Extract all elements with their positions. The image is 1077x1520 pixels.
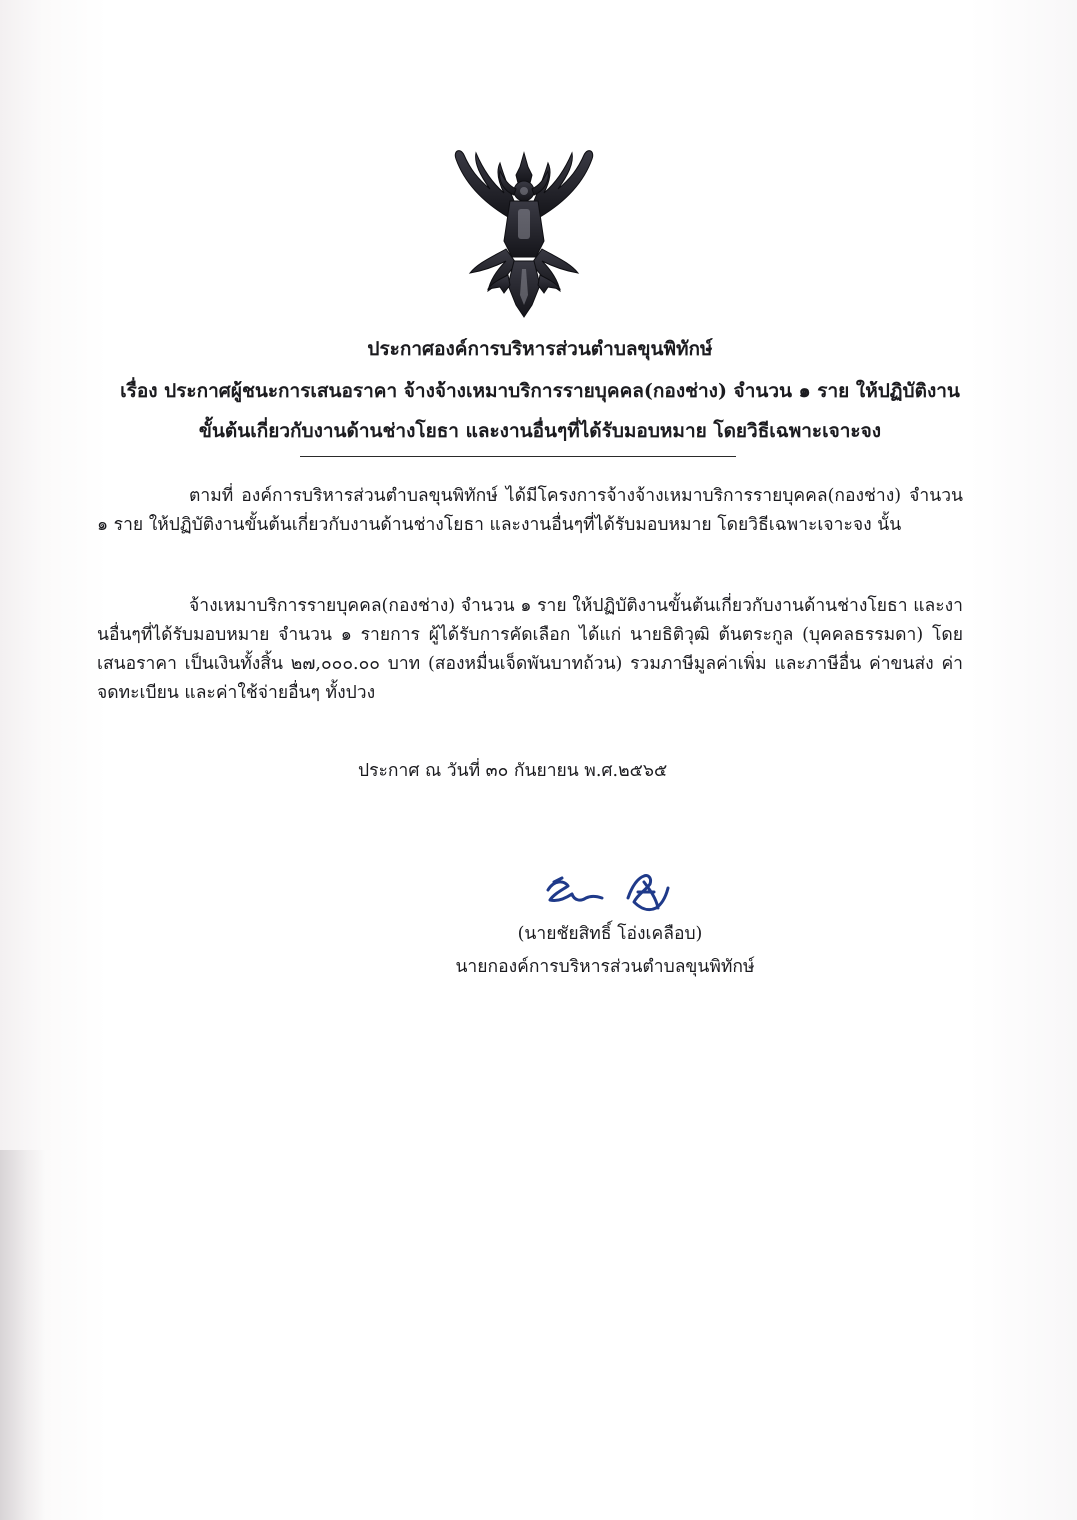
signer-name: (นายชัยสิทธิ์ โอ่งเคลือบ)	[517, 924, 703, 944]
paragraph-2: จ้างเหมาบริการรายบุคคล(กองช่าง) จำนวน ๑ ราย ให้ปฏิบัติงานขั้นต้นเกี่ยวกับงานด้านช่างโยธา และงานอื่นๆที่ได้รับมอบหมาย จำนวน ๑ รายการ ผู้ได้รับการคัดเลือก ได้แก่ นายธิติวุฒิ ต้นตระกูล (บุคคลธรรมดา) โดยเสนอราคา เป็นเงินทั้งสิ้น ๒๗,๐๐๐.๐๐ บาท (สองหมื่นเจ็ดพันบาทถ้วน) รวมภาษีมูลค่าเพิ่ม และภาษีอื่น ค่าขนส่ง ค่าจดทะเบียน และค่าใช้จ่ายอื่นๆ ทั้งปวง	[97, 596, 963, 703]
garuda-emblem-icon	[448, 145, 600, 320]
announcement-title: ประกาศองค์การบริหารส่วนตำบลขุนพิทักษ์	[367, 338, 713, 360]
announcement-subject-line-1: เรื่อง ประกาศผู้ชนะการเสนอราคา จ้างจ้างเหมาบริการรายบุคคล(กองช่าง) จำนวน ๑ ราย ให้ปฏิบัติงาน	[120, 380, 960, 402]
signer-title: นายกองค์การบริหารส่วนตำบลขุนพิทักษ์	[455, 957, 755, 977]
announcement-date: ประกาศ ณ วันที่ ๓๐ กันยายน พ.ศ.๒๕๖๕	[358, 761, 668, 781]
title-divider	[300, 456, 736, 457]
paragraph-1: ตามที่ องค์การบริหารส่วนตำบลขุนพิทักษ์ ได้มีโครงการจ้างจ้างเหมาบริการรายบุคคล(กองช่าง) จำนวน ๑ ราย ให้ปฏิบัติงานขั้นต้นเกี่ยวกับงานด้านช่างโยธา และงานอื่นๆที่ได้รับมอบหมาย โดยวิธีเฉพาะเจาะจง นั้น	[97, 486, 963, 535]
announcement-subject-line-2: ขั้นต้นเกี่ยวกับงานด้านช่างโยธา และงานอื่นๆที่ได้รับมอบหมาย โดยวิธีเฉพาะเจาะจง	[198, 420, 882, 442]
page-edge-shadow	[0, 1150, 46, 1520]
handwritten-signature-icon	[540, 868, 680, 920]
